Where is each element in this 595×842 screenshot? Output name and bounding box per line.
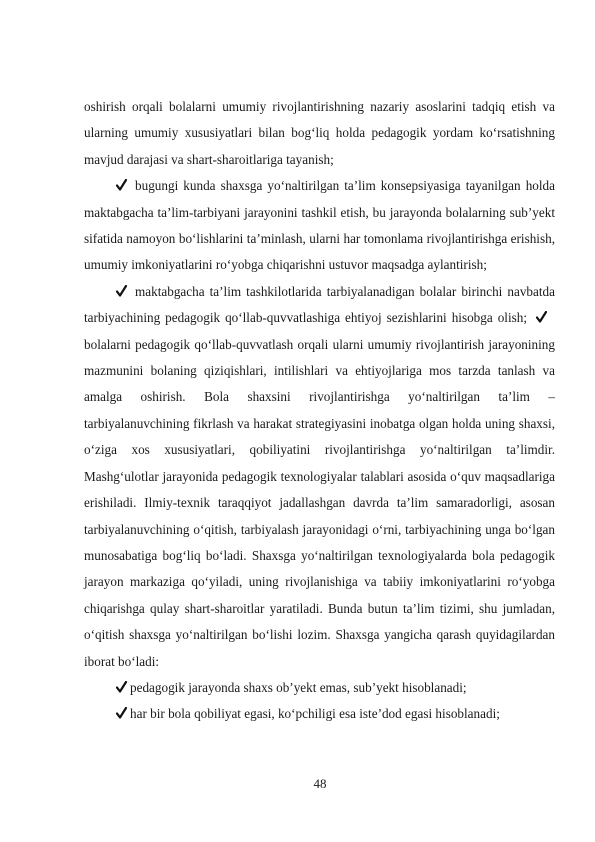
checklist-item-text: har bir bola qobiliyat egasi, ko‘pchiligi esa iste’dod egasi hisoblanadi; [130,706,500,722]
checkmark-icon [536,311,547,323]
checklist-item-text: bugungi kunda shaxsga yo‘naltirilgan ta’lim konsepsiyasiga tayanilgan holda maktabgacha ta’lim-tarbiyani jarayonini tashkil etish, bu jarayonda bolalarning sub’yekt sifatida namoyon bo‘lishlarini ta’minlash, ularni har tomonlama rivojlantirishga erishish, umumiy imkoniyatlarini ro‘yobga chiqarishni ustuvor maqsadga aylantirish; [84,178,555,273]
checkmark-icon [116,707,127,719]
checkmark-icon [116,681,127,693]
page-number: 48 [313,776,327,791]
paragraph-continuation: oshirish orqali bolalarni umumiy rivojlantirishning nazariy asoslarini tadqiq etish va ularning umumiy xususiyatlari bilan bog‘liq holda pedagogik yordam ko‘rsatishning mavjud darajasi va shart-sharoitlariga tayanish; [84,99,555,167]
checklist-item [84,279,555,675]
checklist-item-text: pedagogik jarayonda shaxs ob’yekt emas, sub’yekt hisoblanadi; [130,679,467,695]
body-text [84,94,555,728]
checklist-item-text: maktabgacha ta’lim tashkilotlarida tarbiyalanadigan bolalar birinchi navbatda tarbiyachining pedagogik qo‘llab-quvvatlashiga ehtiyoj sezishlarini hisobga olish; [84,283,555,326]
checklist-item [84,173,555,279]
checklist-item-text: bolalarni pedagogik qo‘llab-quvvatlash orqali ularni umumiy rivojlantirish jarayonining mazmunini bolaning qiziqishlari, intilishlari va ehtiyojlariga mos tarzda tanlash va amalga oshirish. Bola shaxsini rivojlantirishga yo‘naltirilgan ta’lim – tarbiyalanuvchining fikrlash va harakat strategiyasini inobatga olgan holda uning shaxsi, o‘ziga xos xususiyatlari, qobiliyatini rivojlantirishga yo‘naltirilgan ta’limdir. Mashg‘ulotlar jarayonida pedagogik texnologiyalar talablari asosida o‘quv maqsadlariga erishiladi. Ilmiy-texnik taraqqiyot jadallashgan davrda ta’lim samaradorligi, asosan tarbiyalanuvchining o‘qitish, tarbiyalash jarayonidagi o‘rni, tarbiyachining unga bo‘lgan munosabatiga bog‘liq bo‘ladi. Shaxsga yo‘naltirilgan texnologiyalarda bola pedagogik jarayon markaziga qo‘yiladi, uning rivojlanishiga va tabiiy imkoniyatlarini ro‘yobga chiqarishga qulay shart-sharoitlar yaratiladi. Bunda butun ta’lim tizimi, shu jumladan, o‘qitish shaxsga yo‘naltirilgan bo‘lishi lozim. Shaxsga yangicha qarash quyidagilardan iborat bo‘ladi: [84,336,555,669]
checkmark-icon [116,285,127,297]
checklist-item [84,701,555,727]
checklist-item [84,675,555,701]
checkmark-icon [116,179,127,191]
